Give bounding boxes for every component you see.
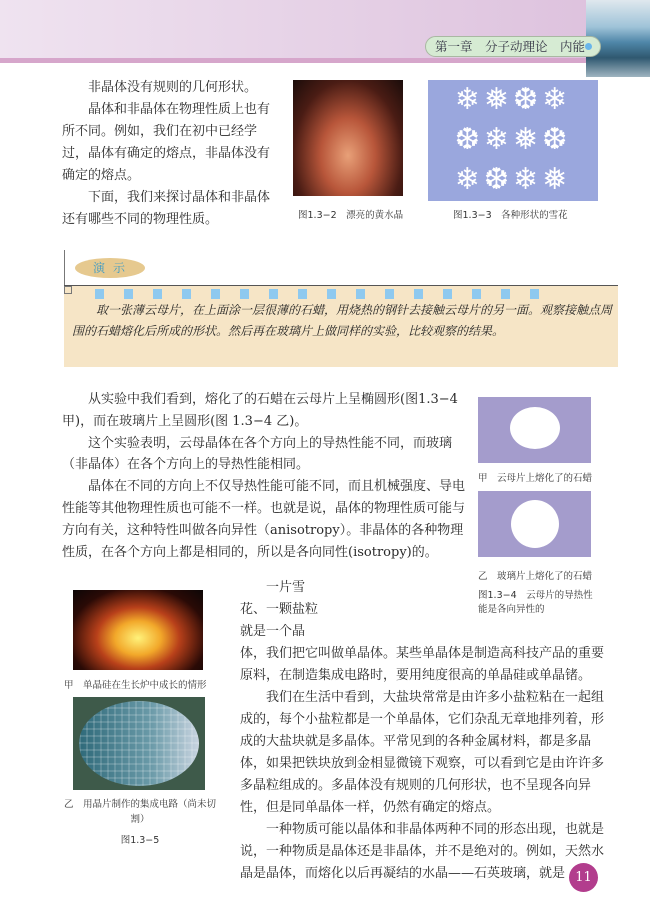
demo-label: 演示: [75, 258, 145, 278]
decor-square: [182, 289, 191, 299]
figure-caption: 乙 用晶片制作的集成电路（尚未切割）: [64, 799, 217, 825]
body-text-1: [62, 389, 467, 563]
glass-figure: [478, 491, 591, 557]
silicon-furnace-photo: [73, 590, 203, 670]
paragraph: 一种物质可能以晶体和非晶体两种不同的形态出现，也就是说，一种物质是晶体还是非晶体，并不是绝对的。例如，天然水晶是晶体，而熔化以后再凝结的水晶——石英玻璃，就是: [240, 822, 605, 881]
intro-text: [62, 77, 276, 231]
demo-text: 取一张薄云母片，在上面涂一层很薄的石蜡，用烧热的钢针去接触云母片的另一面。观察接触点周围的石蜡熔化后所成的形状。然后再在玻璃片上做同样的实验，比较观察的结果。: [72, 303, 613, 338]
decor-square: [443, 289, 452, 299]
wafer-photo: [73, 697, 205, 790]
paragraph: 这个实验表明，云母晶体在各个方向上的导热性能不同，而玻璃（非晶体）在各个方向上的导热性能相同。: [62, 435, 453, 473]
mica-figure: [478, 397, 591, 463]
ellipse-wax: [510, 407, 560, 449]
decor-square: [530, 289, 539, 299]
decor-square: [211, 289, 220, 299]
paragraph: [240, 577, 650, 687]
figure-caption: 甲 单晶硅在生长炉中成长的情形: [64, 680, 207, 691]
dot-icon: [585, 43, 592, 50]
chapter-title: [425, 36, 601, 57]
decor-square: [298, 289, 307, 299]
figure-caption: 图1.3−5: [120, 835, 160, 846]
figure-caption: 图1.3−2 漂亮的黄水晶: [298, 210, 404, 221]
decor-square: [124, 289, 133, 299]
citrine-crystal-photo: [293, 80, 403, 196]
decor-square: [269, 289, 278, 299]
chapter-title-text: 第一章 分子动理论 内能: [435, 39, 586, 54]
paragraph: 非晶体没有规则的几何形状。: [88, 80, 258, 95]
paragraph: 从实验中我们看到，熔化了的石蜡在云母片上呈椭圆形(图1.3−4甲)，而在玻璃片上呈圆形(图 1.3−4 乙)。: [62, 392, 458, 429]
decor-square: [356, 289, 365, 299]
snowflakes-photo: ❄❅❆❄ ❆❄❅❆ ❄❆❄❅: [428, 80, 598, 201]
float-spacer: [320, 577, 466, 643]
body-text-2: [240, 577, 606, 885]
figure-caption: 乙 玻璃片上熔化了的石蜡: [478, 571, 593, 582]
figure-caption: 甲 云母片上熔化了的石蜡: [478, 473, 593, 484]
decor-square: [153, 289, 162, 299]
decor-square: [472, 289, 481, 299]
circle-wax: [511, 500, 559, 548]
wafer-disc: [79, 701, 199, 786]
paragraph: 下面，我们来探讨晶体和非晶体还有哪些不同的物理性质。: [62, 190, 271, 227]
paragraph-text: 一片雪花、一颗盐粒就是一个晶体，我们把它叫做单晶体。某些单晶体是制造高科技产品的重要原料，在制造集成电路时，要用纯度很高的单晶硅或单晶锗。: [240, 580, 605, 683]
decor-square: [95, 289, 104, 299]
decor-square: [327, 289, 336, 299]
header-stripe: [0, 58, 650, 63]
paragraph: 我们在生活中看到，大盐块常常是由许多小盐粒粘在一起组成的，每个小盐粒都是一个单晶体，它们杂乱无章地排列着，形成的大盐块就是多晶体。平常见到的各种金属材料，都是多晶体，如果把铁块放到金相显微镜下观察，可以看到它是由许许多多晶粒组成的。多晶体没有规则的几何形状，也不呈现各向异性，但是同单晶体一样，仍然有确定的熔点。: [240, 690, 605, 815]
paragraph: 晶体在不同的方向上不仅导热性能可能不同，而且机械强度、导电性能等其他物理性质也可能不一样。也就是说，晶体的物理性质可能与方向有关，这种特性叫做各向异性（anisotropy）。非晶体的各种物理性质，在各个方向上都是相同的，所以是各向同性(isotropy)的。: [62, 479, 466, 560]
decor-square: [385, 289, 394, 299]
page-number: 11: [569, 863, 598, 892]
paragraph: 晶体和非晶体在物理性质上也有所不同。例如，我们在初中已经学过，晶体有确定的熔点，非晶体没有确定的熔点。: [62, 102, 271, 183]
corner-mark: [64, 286, 72, 294]
figure-caption: 图1.3−3 各种形状的雪花: [453, 210, 568, 221]
figure-caption: 图1.3−4 云母片的导热性能是各向异性的: [478, 590, 593, 615]
decor-square: [501, 289, 510, 299]
decor-square: [240, 289, 249, 299]
decor-square: [414, 289, 423, 299]
